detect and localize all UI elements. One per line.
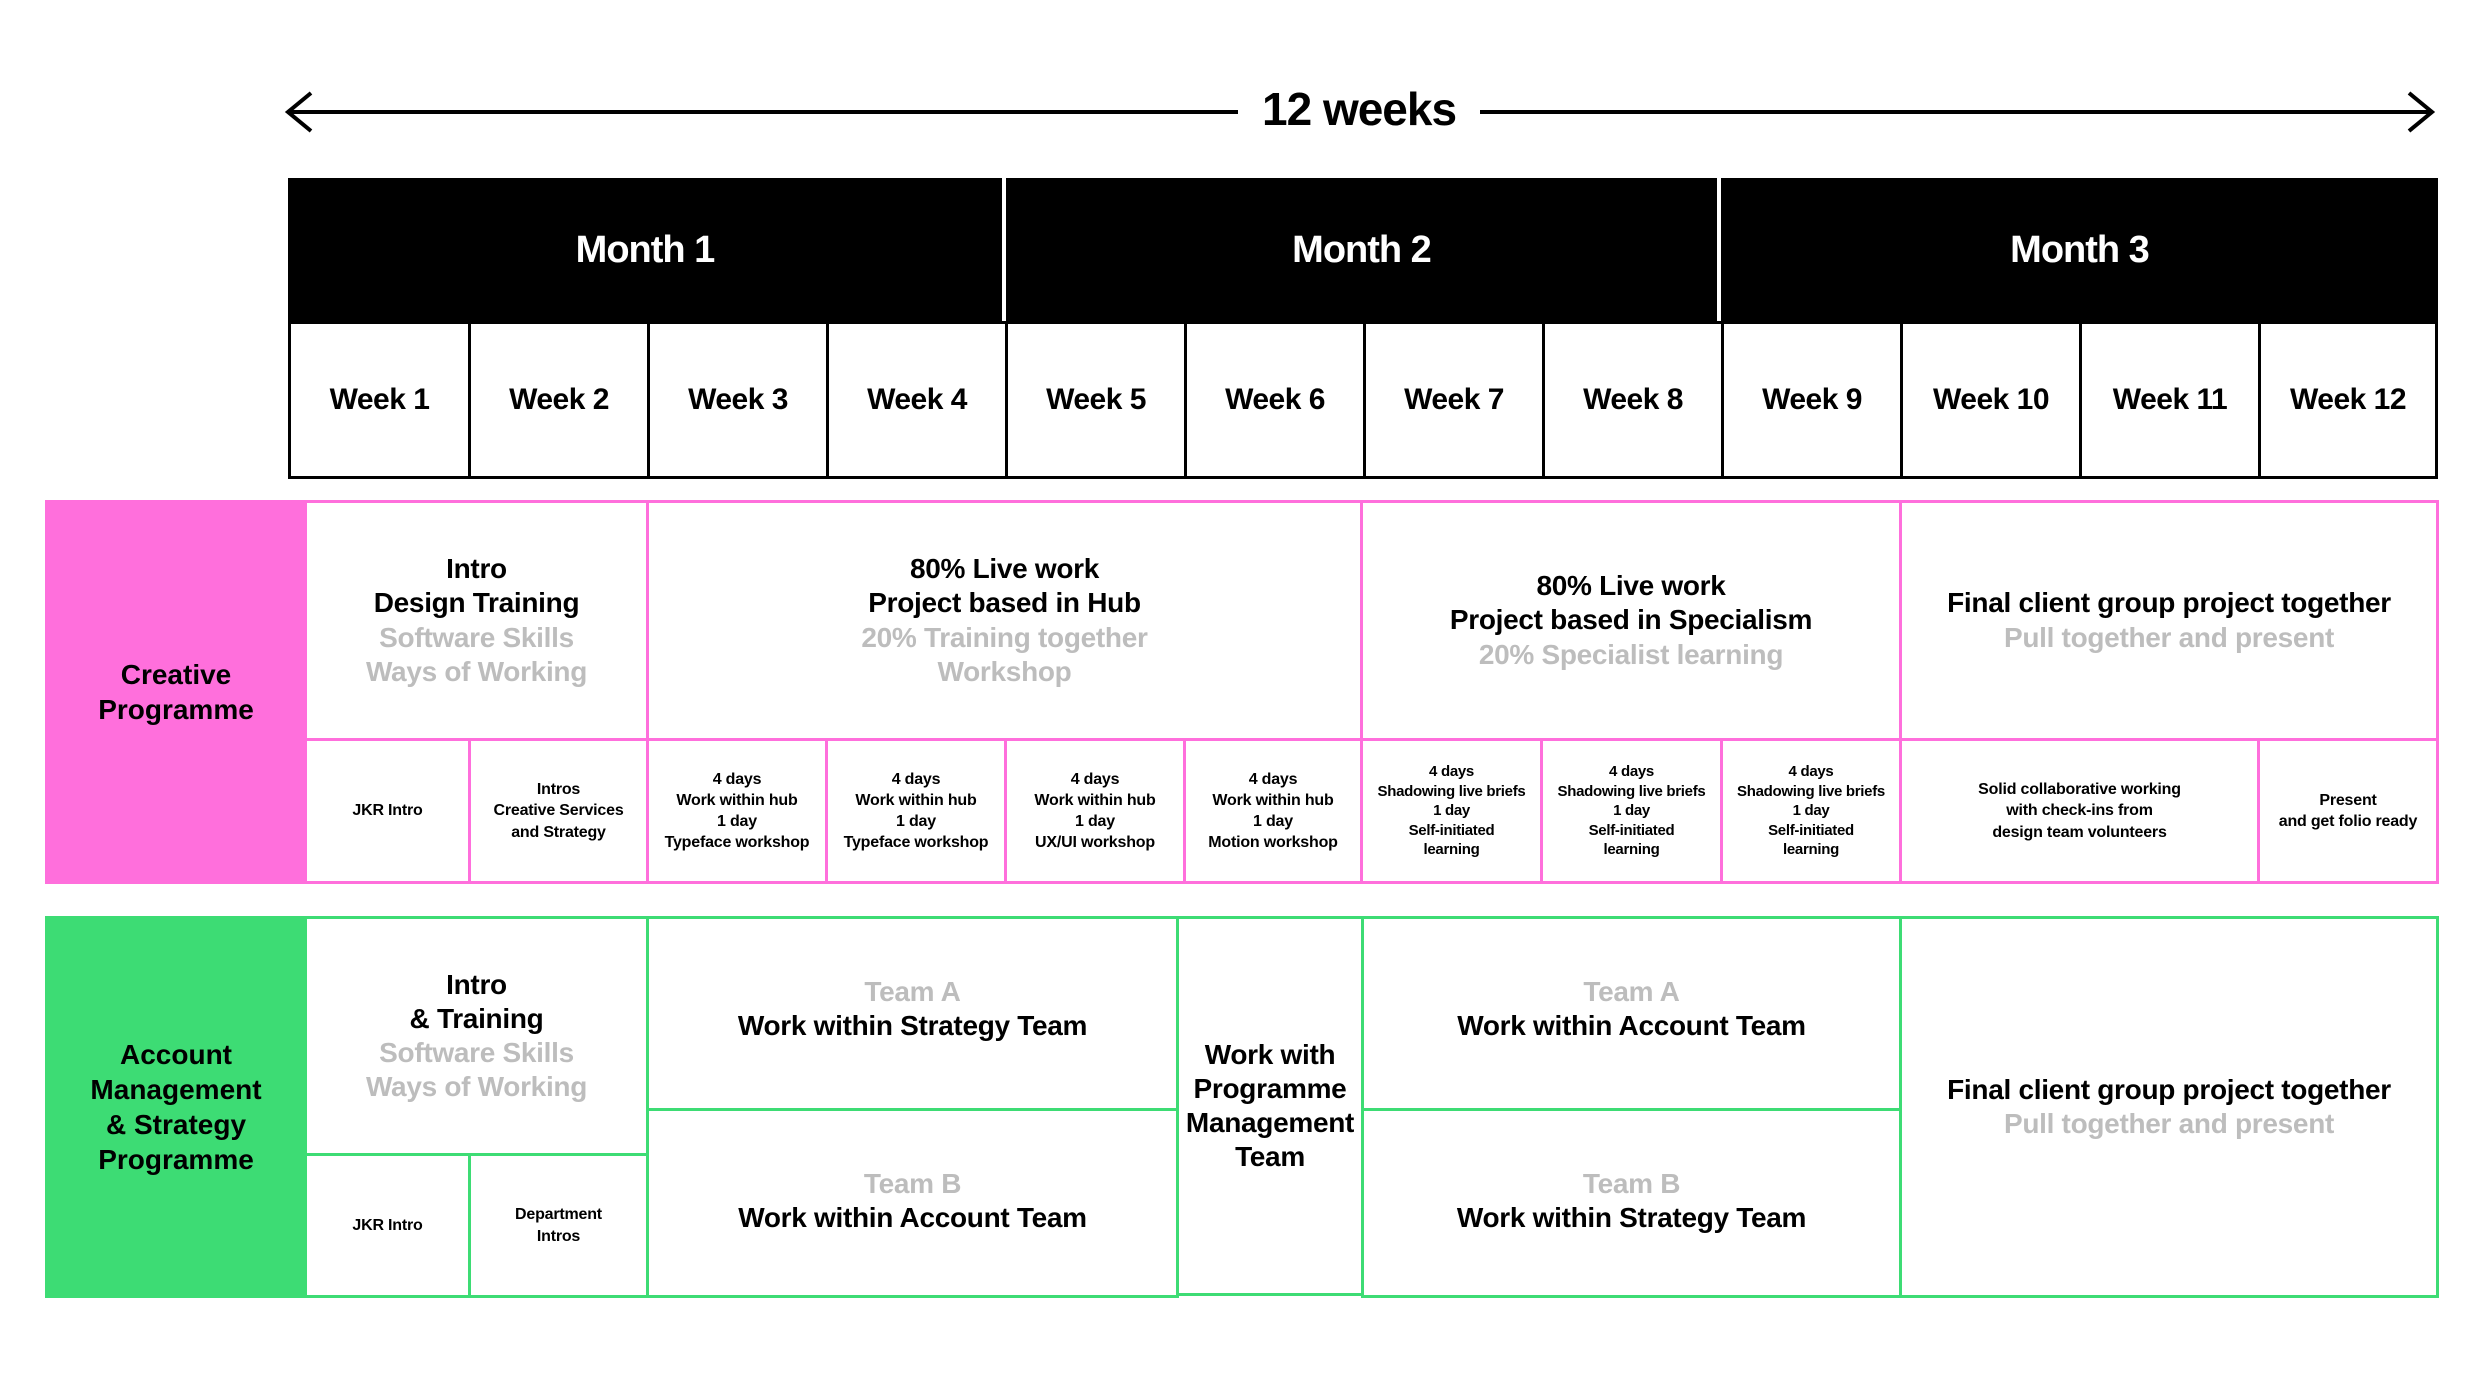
detail-line: Creative Services <box>493 802 624 820</box>
detail-line: 4 days <box>891 770 941 788</box>
month-2-header: Month 2 <box>1006 178 1717 323</box>
detail-line: 4 days <box>1788 763 1834 781</box>
week-1: Week 1 <box>288 321 471 479</box>
detail-line: Motion workshop <box>1208 834 1338 852</box>
creative-detail-week-4 <box>825 738 1007 884</box>
creative-label-line2: Programme <box>98 694 254 725</box>
week-8: Week 8 <box>1542 321 1724 479</box>
team-label: Team A <box>864 976 961 1007</box>
account-department-intros <box>468 1153 649 1298</box>
detail-line: 4 days <box>1609 763 1654 781</box>
creative-final-block <box>1899 500 2439 741</box>
creative-label-line1: Creative <box>120 659 232 690</box>
detail-line: 4 days <box>1070 770 1120 788</box>
detail-line: Present <box>2319 791 2377 809</box>
account-label-line: Account <box>120 1039 232 1070</box>
creative-detail-week-5 <box>1004 738 1186 884</box>
detail-line: Intros <box>536 781 581 799</box>
arrow-right-icon <box>2406 90 2436 134</box>
detail-line: Typeface workshop <box>664 834 810 852</box>
detail-line: Intros <box>536 1227 581 1245</box>
account-programme-label <box>45 916 307 1298</box>
block-line: Intro <box>446 968 507 1000</box>
detail-line: Shadowing live briefs <box>1737 782 1885 800</box>
account-team-a-block-2 <box>1361 916 1902 1111</box>
detail-line: and Strategy <box>511 823 606 841</box>
week-7: Week 7 <box>1363 321 1545 479</box>
detail-line: with check-ins from <box>2006 802 2153 820</box>
creative-hub-block <box>646 500 1363 741</box>
team-work: Work within Strategy Team <box>1456 1202 1807 1234</box>
detail-line: 4 days <box>712 770 762 788</box>
detail-line: Department <box>515 1206 602 1224</box>
week-5: Week 5 <box>1005 321 1187 479</box>
detail-line: Typeface workshop <box>843 834 989 852</box>
detail-line: learning <box>1603 841 1660 859</box>
creative-programme-label <box>45 500 307 884</box>
account-jkr-intro <box>304 1153 471 1298</box>
detail-line: and get folio ready <box>2278 813 2418 830</box>
block-muted-line: 20% Training together <box>861 621 1148 653</box>
detail-line: 1 day <box>1075 813 1115 830</box>
week-12: Week 12 <box>2258 321 2438 479</box>
detail-line: Shadowing live briefs <box>1557 782 1706 800</box>
account-team-a-block-1 <box>646 916 1179 1111</box>
detail-line: 1 day <box>1433 802 1470 820</box>
block-muted-line: Ways of Working <box>365 655 588 687</box>
account-intro-block <box>304 916 649 1156</box>
team-label: Team A <box>1583 976 1680 1007</box>
team-work: Work within Strategy Team <box>737 1010 1088 1042</box>
week-4: Week 4 <box>826 321 1008 479</box>
week-10: Week 10 <box>1900 321 2082 479</box>
detail-line: Work within hub <box>676 791 798 809</box>
block-line: Project based in Hub <box>868 587 1141 619</box>
account-label-line: & Strategy <box>105 1109 247 1140</box>
detail-line: Shadowing live briefs <box>1377 782 1526 800</box>
week-2: Week 2 <box>468 321 650 479</box>
block-line: Management <box>1185 1107 1355 1138</box>
block-line: 80% Live work <box>909 553 1100 585</box>
timeline-title: 12 weeks <box>1262 83 1457 135</box>
block-line: 80% Live work <box>1536 570 1726 602</box>
block-line: Team <box>1235 1141 1305 1173</box>
creative-detail-week-7 <box>1360 738 1543 884</box>
detail-line: learning <box>1783 841 1839 859</box>
detail-line: JKR Intro <box>352 1216 423 1234</box>
detail-line: Self-initiated <box>1408 821 1495 839</box>
detail-line: 1 day <box>1792 802 1830 820</box>
team-label: Team B <box>1582 1168 1681 1199</box>
block-muted-line: 20% Specialist learning <box>1478 638 1784 670</box>
detail-line: 1 day <box>717 813 757 830</box>
account-label-line: Management <box>90 1074 262 1105</box>
creative-detail-weeks-10-11 <box>1899 738 2260 884</box>
block-line: Work with <box>1204 1038 1336 1070</box>
detail-line: JKR Intro <box>352 802 423 820</box>
block-line: Project based in Specialism <box>1449 604 1813 636</box>
detail-line: Solid collaborative working <box>1978 781 2181 799</box>
creative-detail-week-6 <box>1183 738 1363 884</box>
team-work: Work within Account Team <box>738 1202 1087 1234</box>
block-line: Final client group project together <box>1947 1073 2391 1105</box>
creative-detail-jkr-intro <box>304 738 471 884</box>
creative-detail-intros <box>468 738 649 884</box>
creative-specialism-block <box>1360 500 1902 741</box>
account-programme-management-block <box>1176 916 1364 1296</box>
timeline-line-left <box>288 110 1238 114</box>
block-line: & Training <box>409 1002 544 1034</box>
account-final-block <box>1899 916 2439 1298</box>
detail-line: design team volunteers <box>1992 823 2167 841</box>
creative-detail-week-3 <box>646 738 828 884</box>
detail-line: 1 day <box>1253 813 1293 830</box>
week-11: Week 11 <box>2079 321 2261 479</box>
creative-detail-week-9 <box>1720 738 1902 884</box>
account-team-b-block-1 <box>646 1108 1179 1298</box>
detail-line: Work within hub <box>1034 791 1156 809</box>
detail-line: 4 days <box>1248 770 1298 788</box>
account-team-b-block-2 <box>1361 1108 1902 1298</box>
detail-line: 4 days <box>1429 763 1474 781</box>
creative-detail-week-8 <box>1540 738 1723 884</box>
block-muted-line: Pull together and present <box>2003 1108 2335 1139</box>
block-muted-line: Pull together and present <box>2003 621 2335 653</box>
account-label-line: Programme <box>98 1144 254 1175</box>
block-line: Design Training <box>373 587 580 619</box>
detail-line: Self-initiated <box>1588 821 1675 839</box>
detail-line: Work within hub <box>855 791 977 809</box>
block-line: Programme <box>1193 1072 1347 1104</box>
block-muted-line: Software Skills <box>379 1037 574 1068</box>
detail-line: 1 day <box>896 813 936 830</box>
detail-line: learning <box>1423 841 1480 859</box>
block-line: Final client group project together <box>1947 587 2391 619</box>
week-6: Week 6 <box>1184 321 1366 479</box>
week-3: Week 3 <box>647 321 829 479</box>
month-3-header: Month 3 <box>1721 178 2438 323</box>
creative-detail-week-12 <box>2257 738 2439 884</box>
timeline-line-right <box>1480 110 2430 114</box>
team-work: Work within Account Team <box>1457 1010 1806 1042</box>
detail-line: 1 day <box>1613 802 1650 820</box>
month-1-header: Month 1 <box>288 178 1002 323</box>
creative-intro-block <box>304 500 649 741</box>
team-label: Team B <box>863 1168 962 1199</box>
block-muted-line: Workshop <box>937 655 1072 687</box>
block-muted-line: Ways of Working <box>365 1071 588 1103</box>
block-muted-line: Software Skills <box>379 621 574 653</box>
detail-line: UX/UI workshop <box>1035 834 1155 852</box>
detail-line: Work within hub <box>1212 791 1334 809</box>
block-line: Intro <box>446 553 507 585</box>
detail-line: Self-initiated <box>1768 821 1854 839</box>
week-9: Week 9 <box>1721 321 1903 479</box>
